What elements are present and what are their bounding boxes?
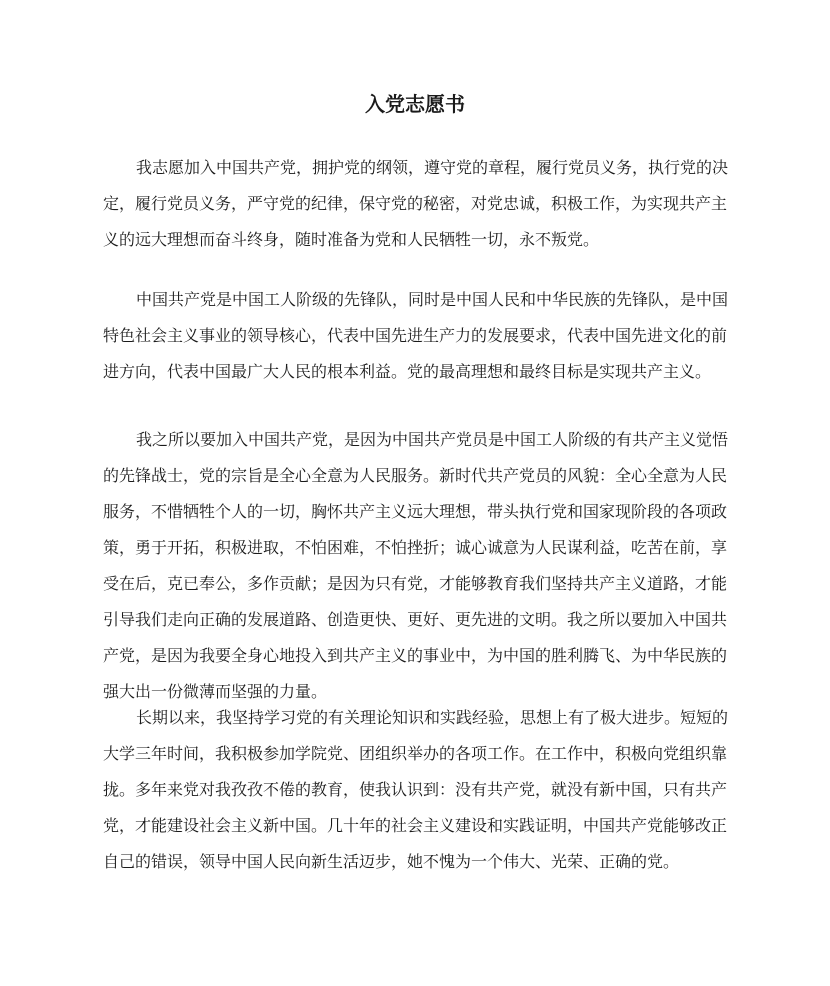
paragraph-line: 强大出一份微薄而坚强的力量。 [103,682,328,701]
paragraph-line: 定，履行党员义务，严守党的纪律，保守党的秘密，对党忠诚，积极工作，为实现共产主 [103,194,728,213]
document-title: 入党志愿书 [365,92,465,116]
paragraph-2 [103,282,733,390]
paragraph-line: 我之所以要加入中国共产党，是因为中国共产党员是中国工人阶级的有共产主义觉悟 [136,430,729,449]
paragraph-line: 自己的错误，领导中国人民向新生活迈步，她不愧为一个伟大、光荣、正确的党。 [103,852,680,871]
paragraph-line: 特色社会主义事业的领导核心，代表中国先进生产力的发展要求，代表中国先进文化的前 [103,326,728,345]
paragraph-line: 我志愿加入中国共产党，拥护党的纲领，遵守党的章程，履行党员义务，执行党的决 [136,158,729,177]
paragraph-line: 中国共产党是中国工人阶级的先锋队，同时是中国人民和中华民族的先锋队，是中国 [136,290,729,309]
paragraph-4 [103,700,733,880]
paragraph-line: 的先锋战士，党的宗旨是全心全意为人民服务。新时代共产党员的风貌：全心全意为人民 [103,466,728,485]
paragraph-1 [103,150,733,258]
paragraph-line: 党，才能建设社会主义新中国。几十年的社会主义建设和实践证明，中国共产党能够改正 [103,816,728,835]
paragraph-line: 义的远大理想而奋斗终身，随时准备为党和人民牺牲一切，永不叛党。 [103,230,600,249]
paragraph-line: 拢。多年来党对我孜孜不倦的教育，使我认识到：没有共产党，就没有新中国，只有共产 [103,780,728,799]
paragraph-line: 引导我们走向正确的发展道路、创造更快、更好、更先进的文明。我之所以要加入中国共 [103,610,728,629]
paragraph-line: 策，勇于开拓，积极进取，不怕困难，不怕挫折；诚心诚意为人民谋利益，吃苦在前，享 [103,538,728,557]
paragraph-line: 产党，是因为我要全身心地投入到共产主义的事业中，为中国的胜利腾飞、为中华民族的 [103,646,728,665]
paragraph-line: 长期以来，我坚持学习党的有关理论知识和实践经验，思想上有了极大进步。短短的 [136,708,729,727]
paragraph-line: 大学三年时间，我积极参加学院党、团组织举办的各项工作。在工作中，积极向党组织靠 [103,744,728,763]
paragraph-line: 服务，不惜牺牲个人的一切，胸怀共产主义远大理想，带头执行党和国家现阶段的各项政 [103,502,728,521]
paragraph-line: 进方向，代表中国最广大人民的根本利益。党的最高理想和最终目标是实现共产主义。 [103,362,712,381]
paragraph-line: 受在后，克已奉公，多作贡献；是因为只有党，才能够教育我们坚持共产主义道路，才能 [103,574,728,593]
paragraph-3 [103,422,733,710]
